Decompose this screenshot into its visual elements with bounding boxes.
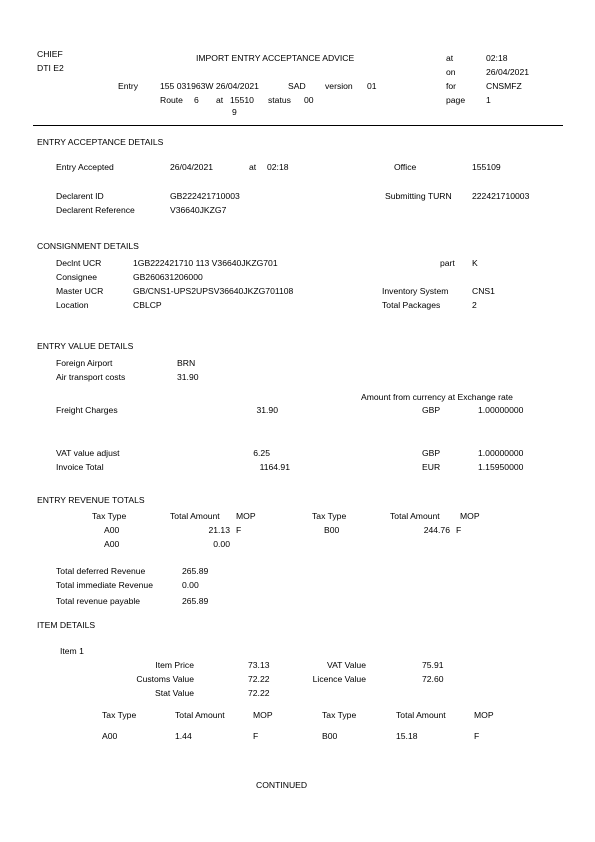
- revenue-row-tax-right: B00: [324, 525, 340, 535]
- freight-amount: 31.90: [256, 405, 278, 415]
- revenue-col-mop-2: MOP: [460, 511, 480, 521]
- foreign-airport-label: Foreign Airport: [56, 358, 113, 368]
- entry-accepted-date: 26/04/2021: [170, 162, 214, 172]
- office-label: Office: [394, 162, 417, 172]
- revenue-col-total-amount: Total Amount: [170, 511, 220, 521]
- payable-revenue-label: Total revenue payable: [56, 596, 141, 606]
- header-divider: [33, 125, 563, 126]
- acceptance-heading: ENTRY ACCEPTANCE DETAILS: [37, 137, 164, 147]
- stat-value-label: Stat Value: [154, 688, 194, 698]
- freight-currency: GBP: [422, 405, 441, 415]
- master-ucr-label: Master UCR: [56, 286, 104, 296]
- header-for-value: CNSMFZ: [486, 81, 522, 91]
- item-col-mop-2: MOP: [474, 710, 494, 720]
- location-value: CBLCP: [133, 300, 162, 310]
- item-label: Item 1: [60, 646, 84, 656]
- revenue-row-amount-right: 244.76: [423, 525, 450, 535]
- air-transport-value: 31.90: [177, 372, 199, 382]
- vat-value-label: VAT Value: [326, 660, 366, 670]
- ref-line-2: DTI E2: [37, 63, 64, 73]
- location-label: Location: [56, 300, 89, 310]
- page-title: IMPORT ENTRY ACCEPTANCE ADVICE: [196, 53, 355, 63]
- vat-adjust-amount: 6.25: [253, 448, 270, 458]
- master-ucr-value: GB/CNS1-UPS2UPSV36640JKZG701108: [133, 286, 294, 296]
- ucr-value: 1GB222421710 113 V36640JKZG701: [133, 258, 278, 268]
- revenue-row-tax: A00: [104, 525, 120, 535]
- vat-adjust-label: VAT value adjust: [56, 448, 120, 458]
- vat-value-value: 75.91: [422, 660, 444, 670]
- immediate-revenue-label: Total immediate Revenue: [56, 580, 153, 590]
- item-price-value: 73.13: [248, 660, 270, 670]
- item-row-tax-2: B00: [322, 731, 338, 741]
- items-heading: ITEM DETAILS: [37, 620, 96, 630]
- invoice-total-rate: 1.15950000: [478, 462, 524, 472]
- freight-rate: 1.00000000: [478, 405, 524, 415]
- version-label: version: [325, 81, 353, 91]
- licence-value-label: Licence Value: [312, 674, 366, 684]
- revenue-heading: ENTRY REVENUE TOTALS: [37, 495, 145, 505]
- item-row-tax: A00: [102, 731, 118, 741]
- header-for-label: for: [446, 81, 457, 91]
- revenue-col-total-amount-2: Total Amount: [390, 511, 440, 521]
- consignee-label: Consignee: [56, 272, 98, 282]
- header-page-label: page: [446, 95, 466, 105]
- invoice-total-amount: 1164.91: [259, 462, 290, 472]
- status-value: 00: [304, 95, 314, 105]
- deferred-revenue-value: 265.89: [182, 566, 209, 576]
- air-transport-label: Air transport costs: [56, 372, 126, 382]
- submitting-turn-value: 222421710003: [472, 191, 530, 201]
- version-value: 01: [367, 81, 377, 91]
- inventory-value: CNS1: [472, 286, 495, 296]
- item-col-tax-type-2: Tax Type: [322, 710, 357, 720]
- item-col-mop: MOP: [253, 710, 273, 720]
- value-heading: ENTRY VALUE DETAILS: [37, 341, 134, 351]
- consignee-value: GB260631206000: [133, 272, 203, 282]
- item-row-amount-2: 15.18: [396, 731, 418, 741]
- revenue-col-mop: MOP: [236, 511, 256, 521]
- item-row-mop-2: F: [474, 731, 480, 741]
- route-label: Route: [160, 95, 183, 105]
- header-at-label: at: [446, 53, 454, 63]
- ucr-label: Declnt UCR: [56, 258, 102, 268]
- revenue-row-amount: 21.13: [208, 525, 230, 535]
- item-price-label: Item Price: [155, 660, 194, 670]
- item-col-total-amount-2: Total Amount: [396, 710, 446, 720]
- entry-accepted-label: Entry Accepted: [56, 162, 114, 172]
- ref-line-1: CHIEF: [37, 49, 63, 59]
- route-at-label: at: [216, 95, 224, 105]
- sad-label: SAD: [288, 81, 306, 91]
- route-value: 6: [194, 95, 199, 105]
- entry-value: 155 031963W 26/04/2021: [160, 81, 259, 91]
- declarant-ref-value: V36640JKZG7: [170, 205, 227, 215]
- office-value: 155109: [472, 162, 501, 172]
- invoice-total-currency: EUR: [422, 462, 441, 472]
- invoice-total-label: Invoice Total: [56, 462, 104, 472]
- entry-label: Entry: [118, 81, 139, 91]
- part-label: part: [440, 258, 455, 268]
- stat-value-value: 72.22: [248, 688, 270, 698]
- licence-value-value: 72.60: [422, 674, 444, 684]
- header-on-value: 26/04/2021: [486, 67, 530, 77]
- header-on-label: on: [446, 67, 456, 77]
- item-row-mop: F: [253, 731, 259, 741]
- total-packages-value: 2: [472, 300, 477, 310]
- consignment-heading: CONSIGNMENT DETAILS: [37, 241, 139, 251]
- part-value: K: [472, 258, 478, 268]
- entry-accepted-at-label: at: [249, 162, 257, 172]
- route-at-value: 15510: [230, 95, 254, 105]
- revenue-row-mop-right: F: [456, 525, 462, 535]
- foreign-airport-value: BRN: [177, 358, 196, 368]
- revenue-row-mop: F: [236, 525, 242, 535]
- declarant-id-label: Declarent ID: [56, 191, 104, 201]
- status-sub: 9: [232, 107, 237, 117]
- revenue-col-tax-type: Tax Type: [92, 511, 127, 521]
- vat-adjust-rate: 1.00000000: [478, 448, 524, 458]
- declarant-ref-label: Declarent Reference: [56, 205, 135, 215]
- vat-adjust-currency: GBP: [422, 448, 441, 458]
- status-label: status: [268, 95, 291, 105]
- continued-label: CONTINUED: [256, 780, 308, 790]
- item-col-tax-type: Tax Type: [102, 710, 137, 720]
- header-page-value: 1: [486, 95, 491, 105]
- submitting-turn-label: Submitting TURN: [385, 191, 452, 201]
- total-packages-label: Total Packages: [382, 300, 441, 310]
- customs-value-value: 72.22: [248, 674, 270, 684]
- customs-value-label: Customs Value: [136, 674, 194, 684]
- freight-label: Freight Charges: [56, 405, 118, 415]
- payable-revenue-value: 265.89: [182, 596, 209, 606]
- deferred-revenue-label: Total deferred Revenue: [56, 566, 146, 576]
- revenue-col-tax-type-2: Tax Type: [312, 511, 347, 521]
- item-row-amount: 1.44: [175, 731, 192, 741]
- inventory-label: Inventory System: [382, 286, 449, 296]
- header-at-value: 02:18: [486, 53, 508, 63]
- entry-accepted-time: 02:18: [267, 162, 289, 172]
- amount-currency-header: Amount from currency at Exchange rate: [361, 392, 513, 402]
- item-col-total-amount: Total Amount: [175, 710, 225, 720]
- declarant-id-value: GB222421710003: [170, 191, 240, 201]
- revenue-row-tax: A00: [104, 539, 120, 549]
- immediate-revenue-value: 0.00: [182, 580, 199, 590]
- revenue-row-amount: 0.00: [213, 539, 230, 549]
